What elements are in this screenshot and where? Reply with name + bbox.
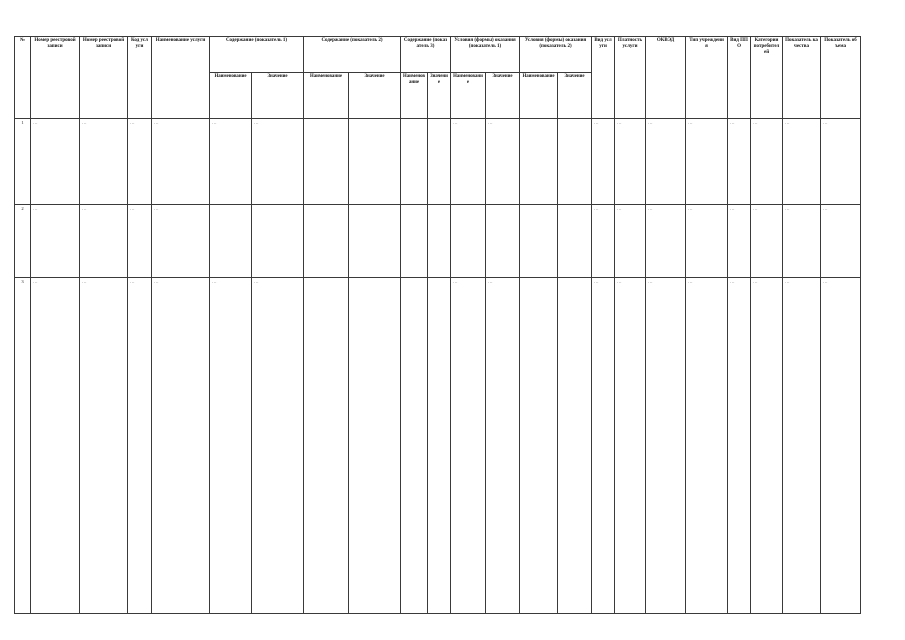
cell-quality: …	[783, 119, 821, 205]
cell-ved-kind: …	[728, 278, 751, 614]
table-row	[15, 205, 902, 278]
cell-u2-value	[558, 205, 592, 278]
cell-categories: …	[751, 278, 783, 614]
header-institution-type: Тип учреждения	[686, 37, 728, 119]
header-no: №	[15, 37, 31, 119]
cell-ved-kind: …	[728, 205, 751, 278]
cell-u2-name	[520, 278, 558, 614]
cell-quality: …	[783, 205, 821, 278]
cell-c3-value	[428, 278, 451, 614]
subheader-c1-name: Наименование	[210, 73, 252, 119]
header-quality: Показатель качества	[783, 37, 821, 119]
cell-reg-number: …	[31, 278, 80, 614]
header-volume: Показатель объема	[821, 37, 861, 119]
registry-table	[14, 36, 902, 614]
cell-u1-name	[451, 205, 486, 278]
cell-c3-name	[401, 205, 428, 278]
cell-c2-value	[349, 119, 401, 205]
registry-sheet	[14, 36, 890, 613]
cell-institution-type: …	[686, 205, 728, 278]
cell-reg-number: …	[31, 119, 80, 205]
cell-volume: …	[821, 205, 861, 278]
header-okved: ОКВЭД	[646, 37, 686, 119]
header-reg-number: Номер реестровой записи	[31, 37, 80, 119]
cell-unique-number: …	[80, 278, 128, 614]
cell-service-name: …	[152, 119, 210, 205]
subheader-c3-value: Значение	[428, 73, 451, 119]
cell-service-code: …	[128, 205, 152, 278]
table-row	[15, 119, 902, 205]
cell-c2-name	[304, 119, 349, 205]
header-categories: Категории потребителей	[751, 37, 783, 119]
header-service-type: Вид услуги	[592, 37, 615, 119]
cell-c1-value: …	[252, 119, 304, 205]
cell-u1-name: …	[451, 119, 486, 205]
subheader-c1-value: Значение	[252, 73, 304, 119]
cell-c1-value: …	[252, 278, 304, 614]
cell-okved: …	[646, 119, 686, 205]
cell-u2-value	[558, 278, 592, 614]
cell-c1-value	[252, 205, 304, 278]
cell-institution-type: …	[686, 119, 728, 205]
cell-paid: …	[615, 278, 646, 614]
table-row	[15, 278, 902, 614]
cell-categories: …	[751, 205, 783, 278]
header-content-2: Содержание (показатель 2)	[304, 37, 401, 73]
subheader-u1-name: Наименование	[451, 73, 486, 119]
cell-no: 2	[15, 205, 31, 278]
cell-c2-name	[304, 205, 349, 278]
cell-c1-name	[210, 205, 252, 278]
cell-unique-number: …	[80, 119, 128, 205]
header-service-name: Наименование услуги	[152, 37, 210, 119]
cell-u1-name: …	[451, 278, 486, 614]
cell-institution-type: …	[686, 278, 728, 614]
subheader-u2-value: Значение	[558, 73, 592, 119]
cell-categories: …	[751, 119, 783, 205]
header-conditions-2: Условия (формы) оказания (показатель 2)	[520, 37, 592, 73]
cell-c2-value	[349, 205, 401, 278]
cell-c3-value	[428, 205, 451, 278]
cell-okved: …	[646, 278, 686, 614]
cell-u2-name	[520, 119, 558, 205]
cell-c3-value	[428, 119, 451, 205]
header-conditions-1: Условия (формы) оказания (показатель 1)	[451, 37, 520, 73]
cell-ved-kind: …	[728, 119, 751, 205]
cell-u2-value	[558, 119, 592, 205]
cell-volume: …	[821, 278, 861, 614]
cell-service-type: …	[592, 278, 615, 614]
cell-c3-name	[401, 278, 428, 614]
cell-volume: …	[821, 119, 861, 205]
cell-no: 3	[15, 278, 31, 614]
cell-service-code: …	[128, 278, 152, 614]
cell-u1-value	[486, 205, 520, 278]
cell-no: 1	[15, 119, 31, 205]
cell-service-name: …	[152, 205, 210, 278]
cell-service-type: …	[592, 119, 615, 205]
cell-u1-value: …	[486, 278, 520, 614]
cell-quality: …	[783, 278, 821, 614]
cell-c2-value	[349, 278, 401, 614]
cell-u1-value: …	[486, 119, 520, 205]
cell-c1-name: …	[210, 119, 252, 205]
header-service-code: Код услуги	[128, 37, 152, 119]
cell-u2-name	[520, 205, 558, 278]
cell-paid: …	[615, 119, 646, 205]
subheader-u1-value: Значение	[486, 73, 520, 119]
header-row-1	[15, 37, 902, 73]
subheader-c2-name: Наименование	[304, 73, 349, 119]
cell-paid: …	[615, 205, 646, 278]
header-content-1: Содержание (показатель 1)	[210, 37, 304, 73]
cell-reg-number: …	[31, 205, 80, 278]
cell-unique-number: …	[80, 205, 128, 278]
subheader-u2-name: Наименование	[520, 73, 558, 119]
cell-okved: …	[646, 205, 686, 278]
header-paid: Платность услуги	[615, 37, 646, 119]
cell-c1-name: …	[210, 278, 252, 614]
header-unique-number: Номер реестровой записи	[80, 37, 128, 119]
header-ved-kind: Вид ППО	[728, 37, 751, 119]
cell-service-name: …	[152, 278, 210, 614]
cell-c3-name	[401, 119, 428, 205]
cell-c2-name	[304, 278, 349, 614]
cell-service-code: …	[128, 119, 152, 205]
subheader-c2-value: Значение	[349, 73, 401, 119]
subheader-c3-name: Наименование	[401, 73, 428, 119]
header-content-3: Содержание (показатель 3)	[401, 37, 451, 73]
cell-service-type: …	[592, 205, 615, 278]
